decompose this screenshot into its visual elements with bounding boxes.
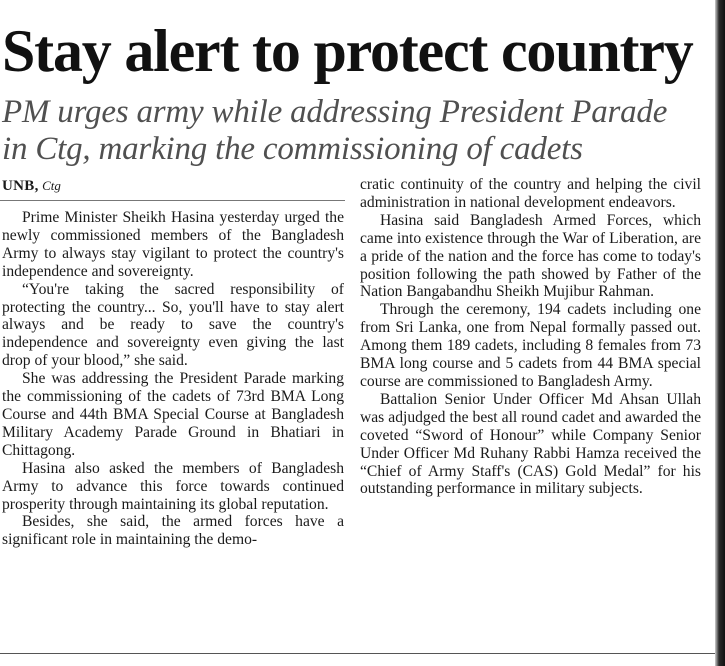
paragraph-continued: cratic continuity of the country and helping the civil administration in national development endeavors. xyxy=(360,176,701,211)
article-column-left xyxy=(2,209,344,549)
subheadline-line: PM urges army while addressing President Parade xyxy=(2,94,668,130)
subheadline-line: in Ctg, marking the commissioning of cadets xyxy=(2,131,583,167)
paragraph: Besides, she said, the armed forces have a significant role in maintaining the demo- xyxy=(2,513,344,549)
bottom-divider xyxy=(0,653,715,654)
subheadline xyxy=(2,94,712,168)
byline-separator: , xyxy=(34,178,39,194)
paragraph: Hasina said Bangladesh Armed Forces, which came into existence through the War of Liberation, are a pride of the nation and the force has come to today's position following the path showed by Father of the Nation Bangabandhu Sheikh Mujibur Rahman. xyxy=(360,211,701,301)
byline-divider xyxy=(0,200,345,201)
paragraph: Through the ceremony, 194 cadets including one from Sri Lanka, one from Nepal formally passed out. Among them 189 cadets, including 8 females from 73 BMA long course and 5 cadets from 44 BMA special course are commissioned to Bangladesh Army. xyxy=(360,301,701,390)
page-edge-shadow xyxy=(715,0,725,666)
headline: Stay alert to protect country xyxy=(2,18,693,84)
byline xyxy=(2,176,61,196)
paragraph: She was addressing the President Parade marking the commissioning of the cadets of 73rd BMA Long Course and 44th BMA Special Course at Bangladesh Military Academy Parade Ground in Bhatiari in Chittagong. xyxy=(2,370,344,459)
paragraph: Hasina also asked the members of Bangladesh Army to advance this force towards continued prosperity through maintaining its global reputation. xyxy=(2,459,344,513)
byline-agency: UNB xyxy=(2,178,35,194)
article-column-right xyxy=(360,176,701,498)
paragraph: Battalion Senior Under Officer Md Ahsan Ullah was adjudged the best all round cadet and awarded the coveted “Sword of Honour” while Company Senior Under Officer Md Ruhany Rabbi Hamza received the “Chief of Army Staff's (CAS) Gold Medal” for his outstanding performance in military subjects. xyxy=(360,390,701,498)
paragraph: “You're taking the sacred responsibility of protecting the country... So, you'll have to stay alert always and be ready to save the country's independence and sovereignty even giving the last drop of your blood,” she said. xyxy=(2,280,344,370)
byline-location: Ctg xyxy=(42,178,61,193)
paragraph: Prime Minister Sheikh Hasina yesterday urged the newly commissioned members of the Bangladesh Army to always stay vigilant to protect the country's independence and sovereignty. xyxy=(2,209,344,280)
